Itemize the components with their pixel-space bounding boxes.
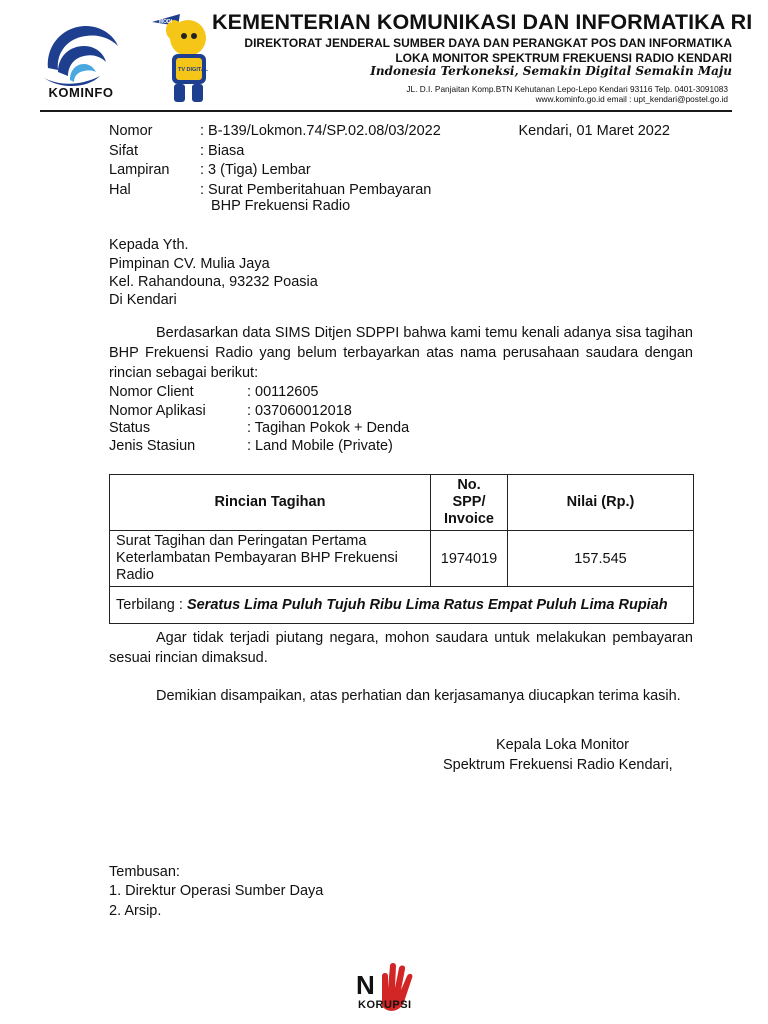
body-paragraph-1: Berdasarkan data SIMS Ditjen SDPPI bahwa kami temu kenali adanya sisa tagihan BHP Frekuensi Radio yang belum terbayarkan atas nama perusahaan saudara dengan rincian sebagai berikut: (109, 325, 693, 381)
letterhead-divider (40, 110, 732, 112)
detail-label-status: Status (109, 420, 151, 436)
hal-value-2: BHP Frekuensi Radio (211, 198, 351, 214)
letter-date: Kendari, 01 Maret 2022 (518, 123, 670, 139)
body-paragraph-3: Demikian disampaikan, atas perhatian dan kerjasamanya diucapkan terima kasih. (156, 688, 681, 704)
cell-terbilang (110, 587, 694, 624)
nomor-value: : B-139/Lokmon.74/SP.02.08/03/2022 (200, 123, 441, 139)
nomor-label: Nomor (109, 123, 153, 139)
tembusan-label: Tembusan: (109, 864, 180, 880)
tembusan-item-1: 1. Direktur Operasi Sumber Daya (109, 883, 324, 899)
letterhead-address: JL. D.I. Panjaitan Komp.BTN Kehutanan Lepo-Lepo Kendari 93116 Telp. 0401-3091083 (406, 84, 728, 94)
logo-text: KOMINFO (48, 85, 114, 100)
table-row (110, 531, 694, 587)
billing-table (109, 474, 694, 624)
header-spp-line-3: Invoice (444, 511, 494, 527)
recipient-line-3: Kel. Rahandouna, 93232 Poasia (109, 274, 318, 290)
hal-value-1: : Surat Pemberitahuan Pembayaran (200, 182, 432, 198)
terbilang-label: Terbilang : (116, 597, 183, 613)
lampiran-label: Lampiran (109, 162, 170, 178)
detail-value-stasiun: : Land Mobile (Private) (247, 438, 393, 454)
mascot-icon (150, 12, 216, 104)
signature-line-1: Kepala Loka Monitor (496, 737, 629, 753)
detail-value-aplikasi: : 037060012018 (247, 403, 352, 419)
detail-label-stasiun: Jenis Stasiun (109, 438, 196, 454)
header-spp-line-1: No. (457, 477, 481, 493)
header-rincian: Rincian Tagihan (110, 475, 431, 531)
recipient-line-2: Pimpinan CV. Mulia Jaya (109, 256, 270, 272)
hal-label: Hal (109, 182, 131, 198)
cell-spp: 1974019 (431, 531, 508, 587)
body-paragraph-2: Agar tidak terjadi piutang negara, mohon saudara untuk melakukan pembayaran sesuai rincian dimaksud. (109, 630, 693, 666)
tembusan-item-2: 2. Arsip. (109, 903, 162, 919)
header-spp-line-2: SPP/ (452, 494, 486, 510)
detail-value-status: : Tagihan Pokok + Denda (247, 420, 410, 436)
letterhead-tagline: Indonesia Terkoneksi, Semakin Digital Semakin Maju (370, 64, 732, 78)
mascot-badge: MODI (159, 19, 173, 25)
header-spp (431, 475, 508, 531)
detail-value-client: : 00112605 (247, 384, 319, 400)
letterhead-subtitle-2: LOKA MONITOR SPEKTRUM FREKUENSI RADIO KENDARI (395, 51, 732, 65)
letterhead-web: www.kominfo.go.id email : upt_kendari@postel.go.id (535, 94, 728, 104)
table-header-row (110, 475, 694, 531)
mascot-shirt-text: TV DIGITAL (178, 67, 209, 73)
recipient-line-4: Di Kendari (109, 292, 177, 308)
letterhead-subtitle-1: DIREKTORAT JENDERAL SUMBER DAYA DAN PERANGKAT POS DAN INFORMATIKA (244, 36, 732, 50)
cell-rincian: Surat Tagihan dan Peringatan Pertama Keterlambatan Pembayaran BHP Frekuensi Radio (110, 531, 431, 587)
detail-label-client: Nomor Client (109, 384, 194, 400)
svg-text:N: N (356, 970, 375, 1000)
header-nilai: Nilai (Rp.) (508, 475, 694, 531)
sifat-value: : Biasa (200, 143, 245, 159)
letterhead-title: KEMENTERIAN KOMUNIKASI DAN INFORMATIKA RI (212, 10, 753, 34)
cell-nilai: 157.545 (508, 531, 694, 587)
lampiran-value: : 3 (Tiga) Lembar (200, 162, 311, 178)
signature-line-2: Spektrum Frekuensi Radio Kendari, (443, 757, 673, 773)
detail-label-aplikasi: Nomor Aplikasi (109, 403, 206, 419)
stamp-text: KORUPSI (358, 999, 412, 1011)
recipient-line-1: Kepada Yth. (109, 237, 189, 253)
sifat-label: Sifat (109, 143, 139, 159)
terbilang-value: Seratus Lima Puluh Tujuh Ribu Lima Ratus Empat Puluh Lima Rupiah (186, 597, 668, 613)
terbilang-row (110, 587, 694, 624)
